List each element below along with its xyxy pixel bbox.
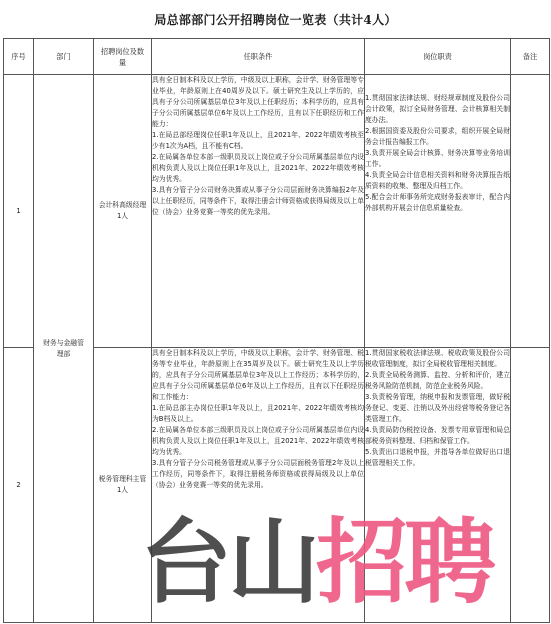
duty-text: 3.负责税务管理，纳税申报和发票管理，做好税务登记、变更、注销以及外出经营等税务登记各类管理工作。 (365, 393, 510, 423)
duty-text: 1.贯彻国家法律法规、财经规章制度及股份公司会计政策，拟订全局财务管理、会计核算相关制度办法。 (365, 94, 510, 124)
header-notes: 备注 (511, 39, 550, 75)
requirement-text: 3.具有分管子分公司财务决算或从事子分公司层面财务决算编报2年及以上任职经历，同等条件下，取得注册会计师资格或获得局级及以上单位（协会）业务竞赛一等奖的优先录用。 (152, 186, 364, 216)
requirement-text: 具有全日制本科及以上学历，中级及以上职称，会计学、财务管理等专业毕业，年龄原则上在40周岁及以下。硕士研究生及以上学历的，应具有子分公司所属基层单位3年及以上任职经历；本科学历的，应具有子分公司所属基层单位6年及以上工作经历，且有以下任职经历和工作能力： (152, 76, 364, 128)
duty-text: 3.负责开展全局会计核算、财务决算等业务培训工作。 (365, 149, 510, 168)
row-notes (511, 75, 550, 348)
requirement-text: 具有全日制本科及以上学历，中级及以上职称，会计学、财务管理、税务等专业毕业，年龄原则上在35周岁及以下。硕士研究生及以上学历的，应具有子分公司所属基层单位3年及以上工作经历；本科学历的，应具有子分公司所属基层单位6年及以上工作经历，且有以下任职经历和工作能力： (152, 349, 364, 401)
requirement-text: 2.在局属各单位本部三级职员及以上岗位或子分公司所属基层单位内设机构负责人及以上岗位任职1年及以上，且2021年、2022年绩效考核均为优秀。 (152, 426, 364, 456)
row-position: 会计科高级经理1人 (94, 75, 152, 348)
row-duties (365, 75, 511, 348)
row-position: 税务管理科主管1人 (94, 348, 152, 623)
row-requirements (152, 75, 365, 348)
header-position: 招聘岗位及数量 (94, 39, 152, 75)
duty-text: 4.负责全局会计信息相关资料和财务决算报告纸质资料的收集、整理及归档工作。 (365, 171, 510, 190)
row-notes (511, 348, 550, 623)
requirement-text: 1.在局总部主办岗位任职1年及以上，且2021年、2022年绩效考核均为B档及以上。 (152, 404, 364, 423)
header-dept: 部门 (34, 39, 94, 75)
requirement-text: 2.在局属各单位本部一级职员及以上岗位或子分公司所属基层单位内设机构负责人及以上岗位任职1年及以上，且2021年、2022年绩效考核均为优秀。 (152, 153, 364, 183)
duty-text: 2.负责全局税务测算、监控、分析和评价，建立税务风险防范机制，防范企业税务风险。 (365, 371, 510, 390)
table-row (4, 75, 550, 348)
duty-text: 4.负责局防伪税控设备、发票专用章管理和局总部税务资料整理、归档和保管工作。 (365, 426, 510, 445)
duty-text: 1.贯彻国家税收法律法规、税收政策及股份公司税收管理制度，拟订全局税收管理相关制度。 (365, 349, 510, 368)
duty-text: 5.配合会计师事务所完成财务报表审计，配合内外部机构开展会计信息质量检查。 (365, 193, 510, 212)
header-requirements: 任职条件 (152, 39, 365, 75)
recruitment-table (3, 38, 550, 623)
duty-text: 5.负责出口退税申报，并指导各单位做好出口退税管理相关工作。 (365, 448, 510, 467)
row-seq: 1 (4, 75, 34, 348)
table-header-row (4, 39, 550, 75)
requirement-text: 1.在局总部经理岗位任职1年及以上，且2021年、2022年绩效考核至少有1次为A档，且不能有C档。 (152, 131, 364, 150)
duty-text: 2.根据国资委及股份公司要求，组织开展全局财务会计报告编报工作。 (365, 127, 510, 146)
row-duties (365, 348, 511, 623)
requirement-text: 3.具有分管子分公司税务管理或从事子分公司层面税务管理2年及以上工作经历，同等条件下，取得注册税务师资格或获得局级及以上单位（协会）业务竞赛一等奖的优先录用。 (152, 459, 364, 489)
header-seq: 序号 (4, 39, 34, 75)
page-title: 局总部部门公开招聘岗位一览表（共计4人） (154, 12, 397, 27)
row-requirements (152, 348, 365, 623)
watermark-text: 台山 (140, 509, 317, 616)
header-duties: 岗位职责 (365, 39, 511, 75)
department-cell: 财务与金融管理部 (34, 75, 94, 623)
watermark-text-accent: 招聘 (316, 509, 493, 616)
row-seq: 2 (4, 348, 34, 623)
